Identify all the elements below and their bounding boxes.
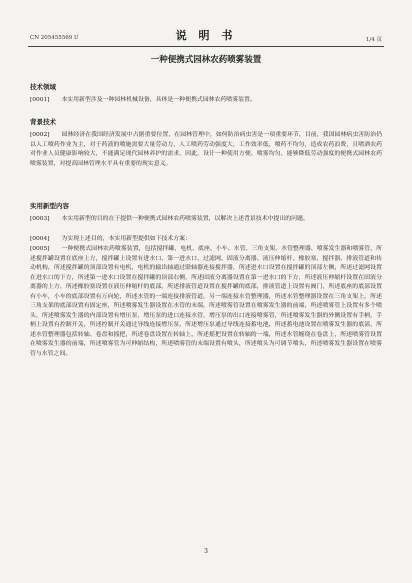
paragraph-0005: [0005] 一种便携式园林农药喷雾装置，包括搅拌罐、电机、底座、小车、水管、三角支架、水管整理器、喷雾发生器和喷雾管，所述搅拌罐设置在底座上方，搅拌罐上设置有进水口、第一进水口、过滤网、固液分离器、液压伸缩杆、橡胶塞、搅拌器、排液管道和传动机构，所述搅拌罐的顶部设置有电机，电机的输出轴通过联轴器连接搅拌器，所述进水口设置在搅拌罐的顶部左侧，所述过滤网设置在进水口的下方，所述第一进水口设置在搅拌罐的顶部右侧，所述固液分离器设置在第一进水口的下方，所述液压伸缩杆设置在固液分离器的上方，所述橡胶塞设置在液压伸缩杆的底部，所述排液管道设置在搅拌罐的底部，排液管道上设置有阀门，所述底座的底部设置有小车，小车的底部设置有万向轮，所述水管的一端连接排液管道，另一端连接水管整理器，所述水管整理器设置在三角支架上，所述三角支架的底部设置有固定座，所述喷雾发生器设置在水管的末端，所述喷雾管设置在喷雾发生器的前端，所述喷雾管上设置有多个喷头，所述喷雾发生器的内部设置有增压泵，增压泵的进口连接水管，增压泵的出口连接喷雾管，所述喷雾发生器的外侧设置有手柄，手柄上设置有控制开关，所述控制开关通过导线连接增压泵，所述增压泵通过导线连接蓄电池，所述蓄电池设置在喷雾发生器的底部，所述水管整理器包括转轴、卷盘和摇把，所述卷盘设置在转轴上，所述摇把设置在转轴的一端，所述水管缠绕在卷盘上，所述喷雾管设置在喷雾发生器的前端，所述喷雾管为可伸缩结构，所述喷雾管的末端设置有喷头，所述喷头为可调节喷头，所述喷雾发生器设置在喷雾管与水管之间。 xyxy=(30,246,382,357)
page-reference: 1/4 页 xyxy=(365,37,382,43)
section-heading-field: 技术领域 xyxy=(30,83,56,91)
publication-number: CN 205455569 U xyxy=(30,35,79,41)
section-heading-background: 背景技术 xyxy=(30,118,56,126)
invention-title: 一种便携式园林农药喷雾装置 xyxy=(150,55,262,65)
paragraph-0001: [0001] 本实用新型涉及一种园林机械设备，具体是一种便携式园林农药喷雾装置。 xyxy=(30,97,256,103)
document-type-heading: 说 明 书 xyxy=(175,29,237,42)
paragraph-0003: [0003] 本实用新型的目的在于提供一种便携式园林农药喷雾装置，以解决上述背景技术中提出的问题。 xyxy=(30,216,309,222)
paragraph-0004: [0004] 为实现上述目的，本实用新型提供如下技术方案： xyxy=(30,236,191,242)
section-heading-content: 实用新型内容 xyxy=(30,202,69,210)
paragraph-0002: [0002] 园林经济在我国经济发展中占据重要位置，在园林管理中，如何防治病虫害是一项重要环节，目前，我国园林病虫害防治仍以人工喷药作业为主，对于药液的喷施需要大量劳动力，人工喷药劳动强度大，工作效率低，喷药不均匀，造成农药浪费，且喷洒农药对作业人员健康影响较大，不能满足现代园林养护的需求，因此，设计一种使用方便、喷雾均匀、能够降低劳动强度的便携式园林农药喷雾装置，对提高园林管理水平具有重要的现实意义。 xyxy=(30,132,382,167)
header-divider xyxy=(28,46,384,47)
page-number: 3 xyxy=(204,548,208,555)
